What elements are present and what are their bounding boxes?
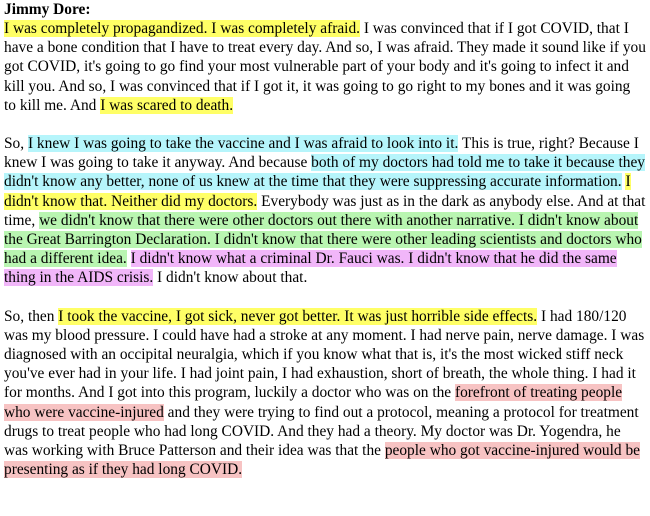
body-text: and they were trying to find out a protocol, meaning a protocol for treatment drugs to treat people who had long COVID. And they had a theory. My doctor was Dr. Yogendra, he was working with Bruce Patterson and their idea was that the	[4, 403, 639, 460]
body-text: I had 180/120 was my blood pressure. I could have had a stroke at any moment. I had nerve pain, nerve damage. I was diagnosed with an occipital neuralgia, which if you know what that is, it's the most wicked stiff neck you've ever had in your life. I had joint pain, I had exhaustion, short of breath, the whole thing. I had it for months. And I got into this program, luckily a doctor who was on the	[4, 307, 645, 402]
highlighted-text: I didn't know what a criminal Dr. Fauci was. I didn't know that he did the same thing in the AIDS crisis.	[4, 250, 617, 287]
speaker-name: Jimmy Dore:	[4, 1, 91, 18]
transcript-paragraph	[4, 19, 646, 115]
body-text: I was convinced that if I got COVID, that I have a bone condition that I have to treat every day. And so, I was afraid. They made it sound like if you got COVID, it's going to go find your most vulnerable part of your body and it's going to infect it and kill you. And so, I was convinced that if I got it, it was going to go right to my bones and it was going to kill me. And	[4, 20, 646, 114]
highlighted-text: we didn't know that there were other doctors out there with another narrative. I didn't know about the Great Barrington Declaration. I didn't know that there were other leading scientists and doctors who had a different idea.	[4, 211, 642, 268]
highlighted-text: both of my doctors had told me to take it because they didn't know any better, none of us knew at the time that they were suppressing accurate information.	[4, 154, 645, 191]
transcript-paragraph	[4, 307, 646, 480]
body-text: So,	[4, 135, 28, 153]
highlighted-text: I didn't know that. Neither did my doctors.	[4, 173, 631, 210]
highlighted-text: people who got vaccine-injured would be presenting as if they had long COVID.	[4, 442, 640, 479]
body-text: This is true, right? Because I knew I was going to take it anyway. And because	[4, 135, 639, 172]
body-text: Everybody was just as in the dark as anybody else. And at that time,	[4, 192, 646, 229]
body-text: So, then	[4, 307, 59, 325]
highlighted-text: I knew I was going to take the vaccine and I was afraid to look into it.	[27, 135, 459, 153]
transcript-body	[4, 19, 646, 479]
highlighted-text: I was completely propagandized. I was completely afraid.	[4, 20, 360, 37]
highlighted-text: I was scared to death.	[100, 96, 234, 114]
transcript-paragraph	[4, 134, 646, 288]
highlighted-text: forefront of treating people who were vaccine-injured	[4, 384, 623, 421]
highlighted-text: I took the vaccine, I got sick, never got better. It was just horrible side effects.	[58, 307, 538, 325]
body-text: I didn't know about that.	[153, 269, 308, 287]
